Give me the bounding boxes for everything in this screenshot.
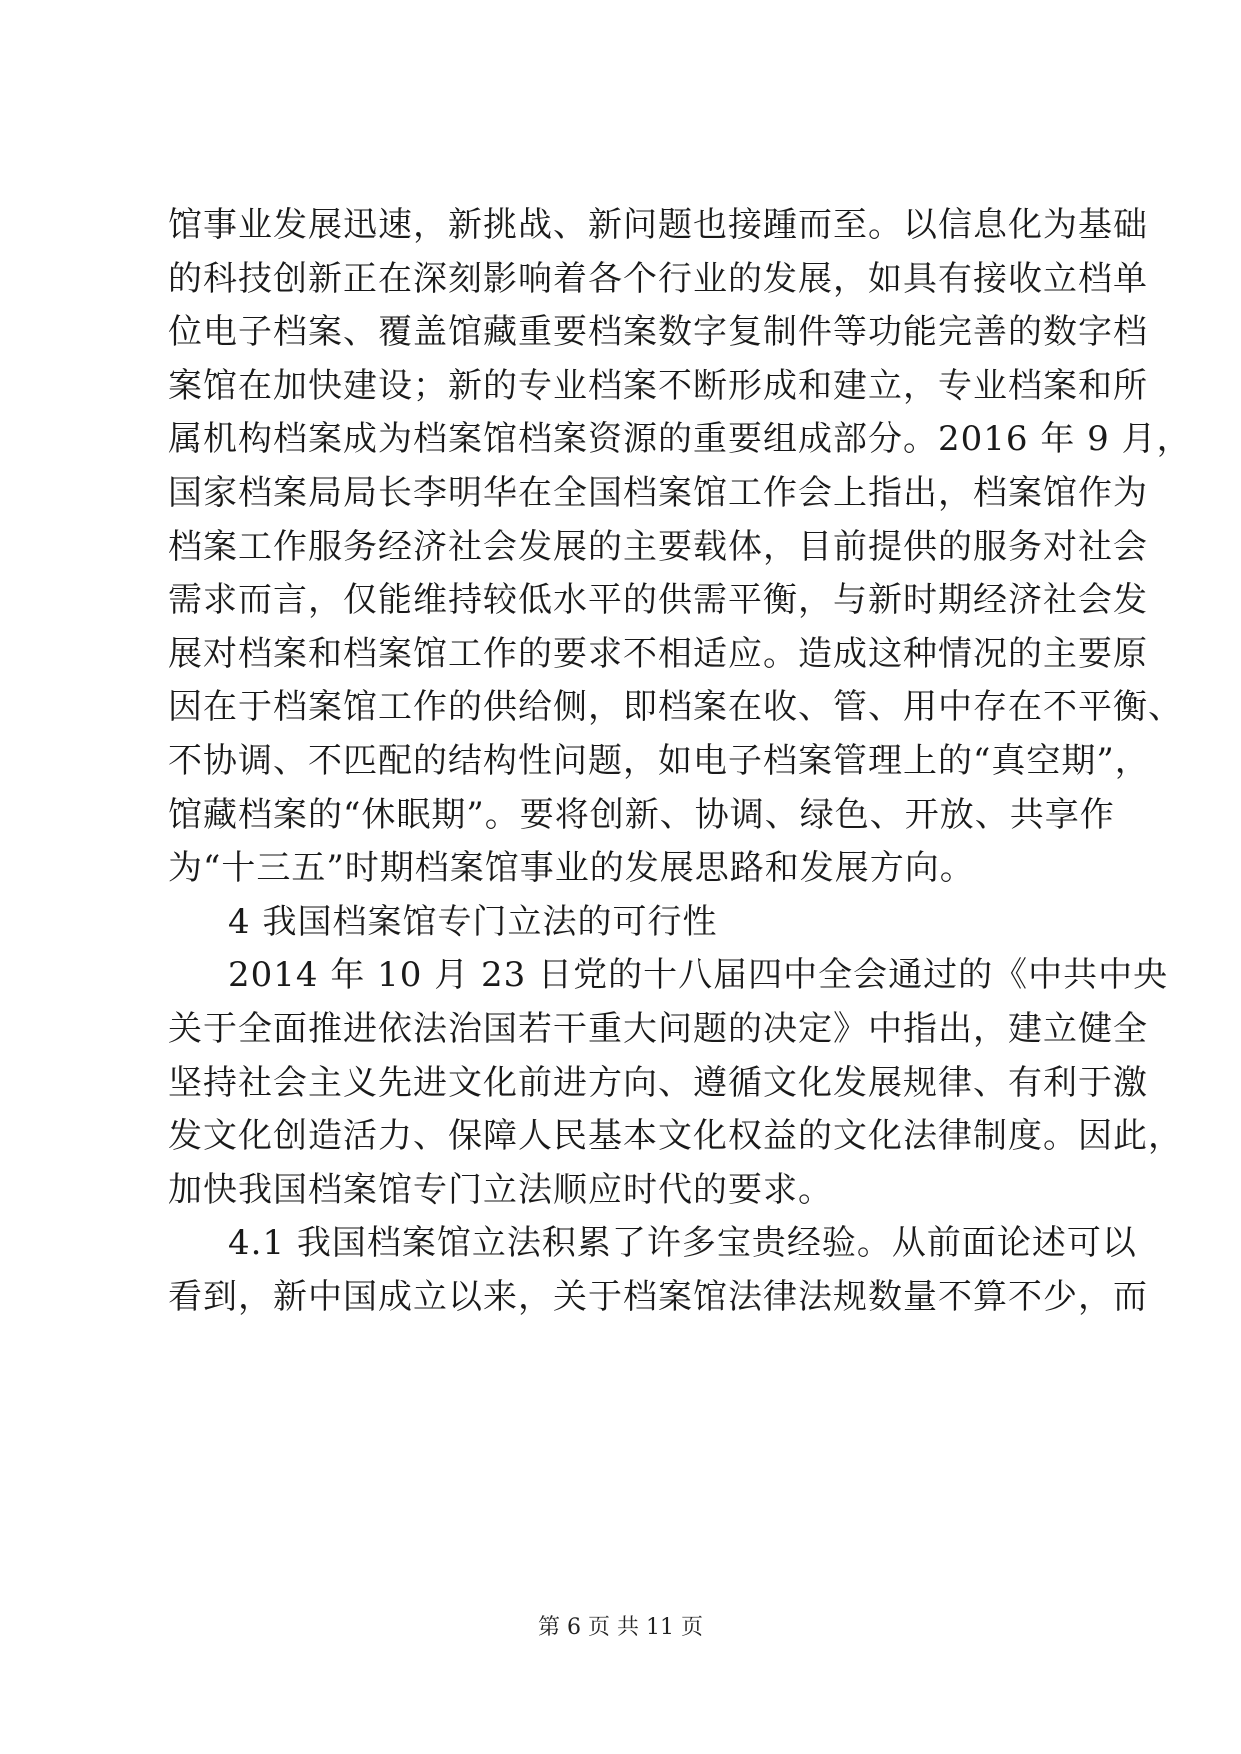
text-line: 发文化创造活力、保障人民基本文化权益的文化法律制度。因此， bbox=[168, 1116, 1183, 1156]
text-line: 馆事业发展迅速，新挑战、新问题也接踵而至。以信息化为基础 bbox=[168, 205, 1148, 245]
text-line: 馆藏档案的“休眠期”。要将创新、协调、绿色、开放、共享作 bbox=[168, 795, 1115, 835]
text-line: 不协调、不匹配的结构性问题，如电子档案管理上的“真空期”， bbox=[168, 741, 1150, 781]
text-line: 4 我国档案馆专门立法的可行性 bbox=[228, 902, 718, 942]
text-line: 案馆在加快建设；新的专业档案不断形成和建立，专业档案和所 bbox=[168, 366, 1148, 406]
text-line: 国家档案局局长李明华在全国档案馆工作会上指出，档案馆作为 bbox=[168, 473, 1148, 513]
text-line: 2014 年 10 月 23 日党的十八届四中全会通过的《中共中央 bbox=[228, 955, 1169, 995]
text-line: 为“十三五”时期档案馆事业的发展思路和发展方向。 bbox=[168, 848, 975, 888]
text-line: 展对档案和档案馆工作的要求不相适应。造成这种情况的主要原 bbox=[168, 634, 1148, 674]
text-line: 档案工作服务经济社会发展的主要载体，目前提供的服务对社会 bbox=[168, 527, 1148, 567]
text-line: 坚持社会主义先进文化前进方向、遵循文化发展规律、有利于激 bbox=[168, 1063, 1148, 1103]
text-line: 加快我国档案馆专门立法顺应时代的要求。 bbox=[168, 1170, 833, 1210]
text-line: 关于全面推进依法治国若干重大问题的决定》中指出，建立健全 bbox=[168, 1009, 1148, 1049]
text-line: 4.1 我国档案馆立法积累了许多宝贵经验。从前面论述可以 bbox=[228, 1223, 1137, 1263]
text-line: 的科技创新正在深刻影响着各个行业的发展，如具有接收立档单 bbox=[168, 259, 1148, 299]
text-line: 位电子档案、覆盖馆藏重要档案数字复制件等功能完善的数字档 bbox=[168, 312, 1148, 352]
text-line: 因在于档案馆工作的供给侧，即档案在收、管、用中存在不平衡、 bbox=[168, 687, 1183, 727]
text-line: 看到，新中国成立以来，关于档案馆法律法规数量不算不少，而 bbox=[168, 1277, 1148, 1317]
text-line: 属机构档案成为档案馆档案资源的重要组成部分。2016 年 9 月， bbox=[168, 419, 1192, 459]
text-line: 需求而言，仅能维持较低水平的供需平衡，与新时期经济社会发 bbox=[168, 580, 1148, 620]
page-footer: 第 6 页 共 11 页 bbox=[538, 1615, 703, 1640]
